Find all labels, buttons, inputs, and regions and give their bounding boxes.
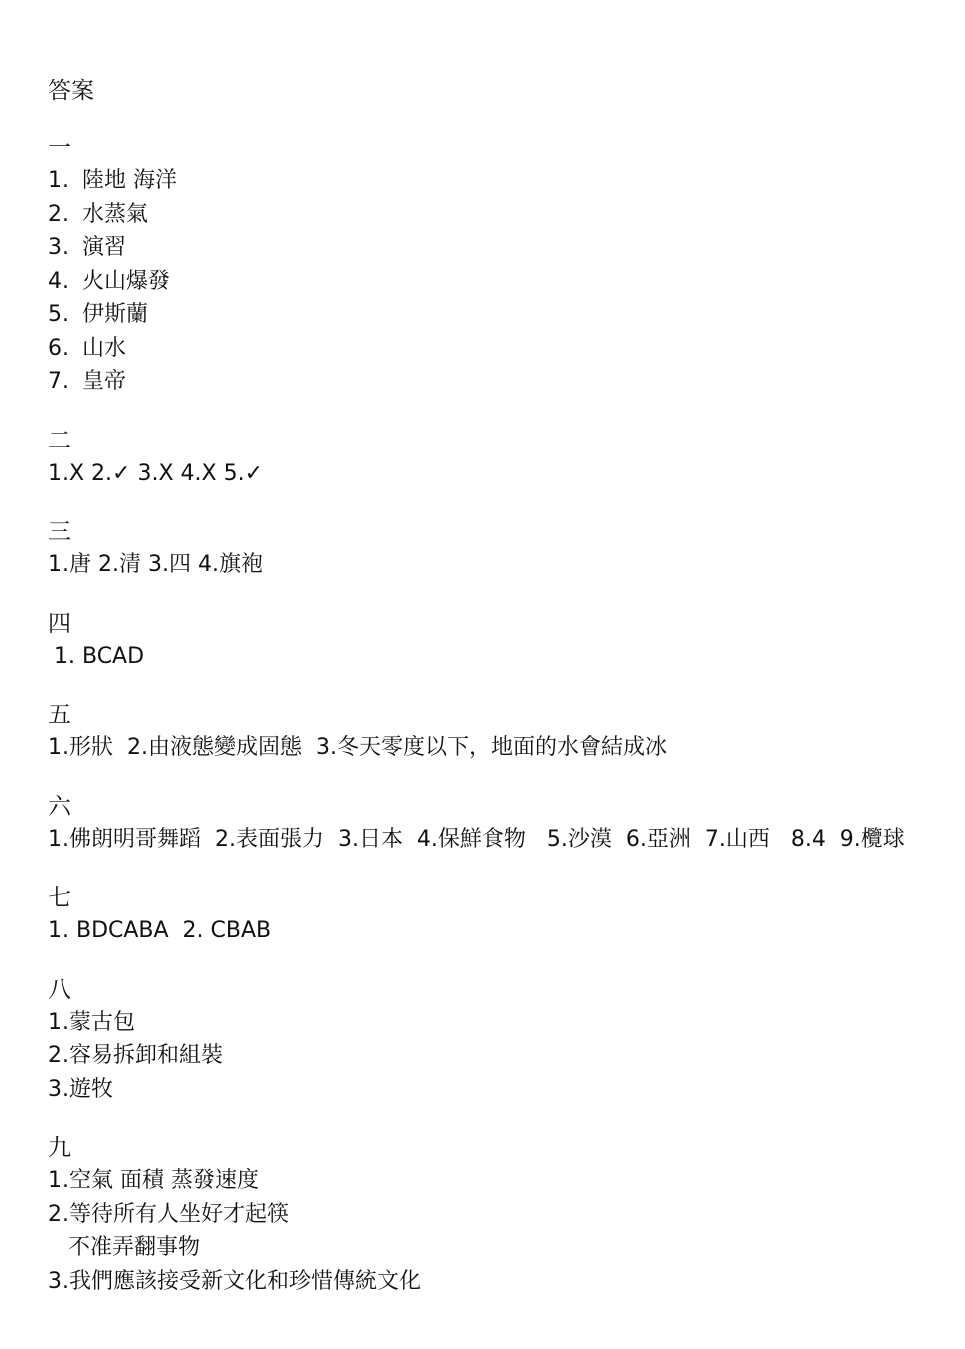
answer-line: 1. BCAD (54, 643, 145, 669)
answer-line: 1.形狀 2.由液態變成固態 3.冬天零度以下，地面的水會結成冰 (48, 735, 667, 760)
list-item (48, 198, 948, 232)
section-heading: 八 (48, 976, 71, 1003)
list-item (48, 265, 948, 299)
item-text: 火山爆發 (82, 268, 171, 294)
section-5 (48, 699, 948, 765)
item-number: 1. (48, 168, 69, 193)
answer-line: 1.蒙古包 (48, 1009, 135, 1035)
answer-line: 3.遊牧 (48, 1076, 113, 1102)
list-item (48, 365, 948, 399)
section-6 (48, 791, 948, 857)
answer-line: 1.唐 2.清 3.四 4.旗袍 (48, 552, 263, 577)
item-text: 演習 (82, 235, 127, 260)
item-text: 水蒸氣 (82, 201, 149, 227)
section-1 (48, 132, 948, 399)
section-9 (48, 1132, 948, 1298)
answer-line: 2.容易拆卸和組裝 (48, 1043, 223, 1068)
section-8 (48, 974, 948, 1107)
item-number: 3. (48, 235, 69, 260)
item-number: 4. (48, 268, 69, 294)
answer-line: 3.我們應該接受新文化和珍惜傳統文化 (48, 1268, 421, 1294)
section-heading: 九 (48, 1135, 71, 1161)
answer-line: 1. BDCABA 2. CBAB (48, 918, 272, 943)
item-text: 山水 (82, 335, 127, 361)
section-heading: 七 (48, 885, 71, 911)
list-item (48, 332, 948, 366)
answer-line: 1.X 2.✓ 3.X 4.X 5.✓ (48, 460, 264, 486)
answer-line-continued: 不准弄翻事物 (68, 1235, 201, 1260)
section-heading: 一 (48, 135, 71, 161)
section-heading: 六 (48, 793, 71, 820)
item-number: 6. (48, 335, 69, 361)
section-7 (48, 882, 948, 948)
answer-line: 1.佛朗明哥舞蹈 2.表面張力 3.日本 4.保鮮食物 5.沙漠 6.亞洲 7.山西 8.4 9.欖球 (48, 826, 905, 852)
list-item (48, 164, 948, 198)
page-title: 答案 (48, 78, 94, 104)
item-text: 陸地 海洋 (82, 168, 177, 193)
list-item (48, 231, 948, 265)
answer-line: 2.等待所有人坐好才起筷 (48, 1201, 289, 1227)
section-heading: 五 (48, 702, 71, 728)
section-heading: 三 (48, 519, 71, 545)
item-number: 2. (48, 201, 69, 227)
item-text: 皇帝 (82, 369, 127, 394)
item-number: 5. (48, 302, 69, 327)
answer-line: 1.空氣 面積 蒸發速度 (48, 1168, 259, 1193)
section-4 (48, 608, 948, 674)
item-text: 伊斯蘭 (82, 302, 149, 327)
list-item (48, 298, 948, 332)
section-2 (48, 425, 948, 491)
section-3 (48, 516, 948, 582)
section-heading: 四 (48, 610, 71, 637)
item-number: 7. (48, 369, 69, 394)
section-heading: 二 (48, 427, 71, 454)
answer-sheet (48, 74, 948, 1324)
